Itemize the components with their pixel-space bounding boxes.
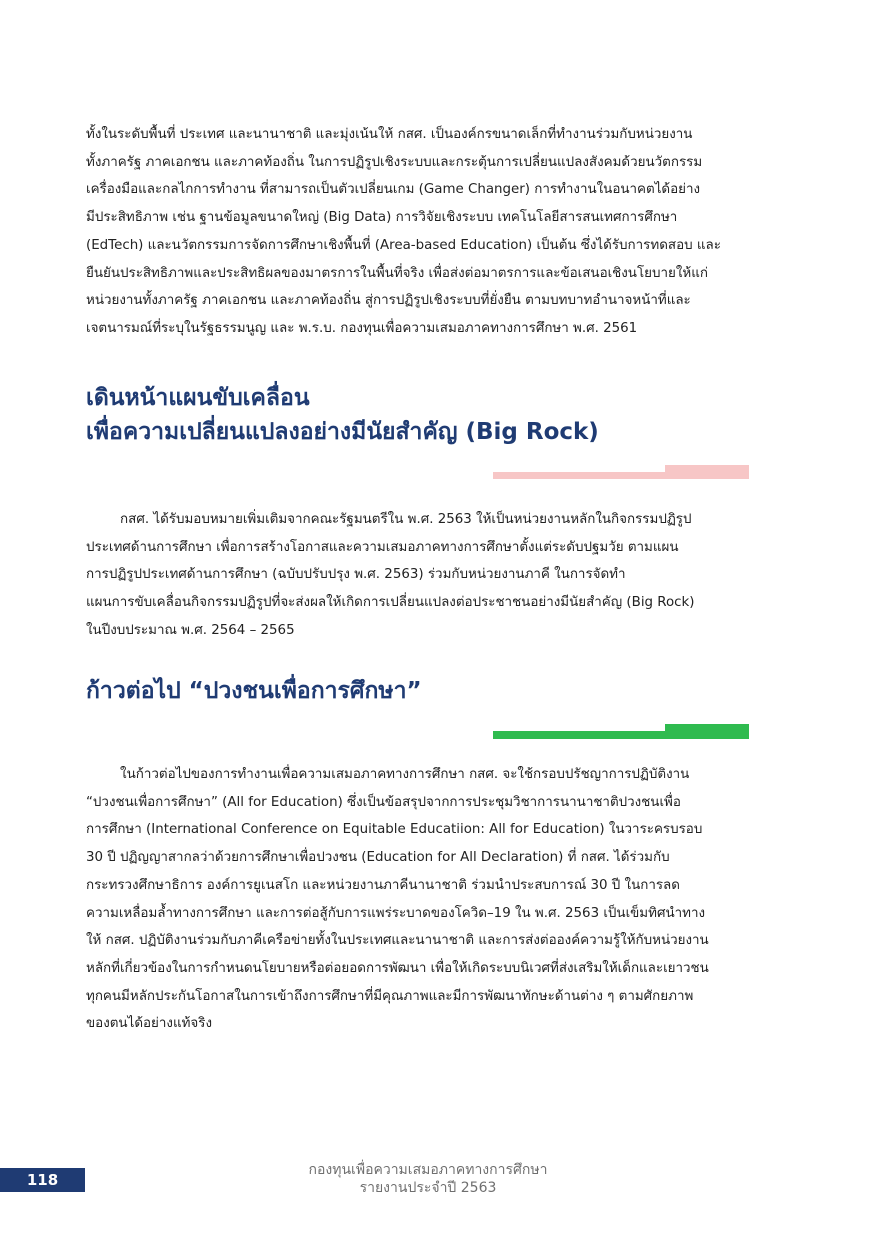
- paragraph-line: ของตนได้อย่างแท้จริง: [86, 1016, 212, 1032]
- paragraph-line: ในก้าวต่อไปของการทำงานเพื่อความเสมอภาคทางการศึกษา กสศ. จะใช้กรอบปรัชญาการปฏิบัติงาน: [86, 767, 690, 782]
- paragraph-line: เครื่องมือและกลไกการทำงาน ที่สามารถเป็นตัวเปลี่ยนเกม (Game Changer) การทำงานในอนาคตได้อย่าง: [86, 182, 701, 198]
- heading-accent-bar: [665, 465, 749, 479]
- paragraph-line: ให้ กสศ. ปฏิบัติงานร่วมกับภาคีเครือข่ายทั้งในประเทศและนานาชาติ และการส่งต่อองค์ความรู้ให้กับหน่วยงาน: [86, 933, 709, 949]
- paragraph-line: เจตนารมณ์ที่ระบุในรัฐธรรมนูญ และ พ.ร.บ. กองทุนเพื่อความเสมอภาคทางการศึกษา พ.ศ. 2561: [86, 320, 638, 336]
- paragraph-line: “ปวงชนเพื่อการศึกษา” (All for Education) ซึ่งเป็นข้อสรุปจากการประชุมวิชาการนานาชาติปวงชนเพื่อ: [86, 794, 681, 810]
- footer: [250, 1161, 606, 1197]
- page-number: 118: [0, 1168, 85, 1192]
- intro-paragraph: [86, 121, 750, 343]
- big-rock-paragraph: [86, 506, 750, 645]
- paragraph-line: ทุกคนมีหลักประกันโอกาสในการเข้าถึงการศึกษาที่มีคุณภาพและมีการพัฒนาทักษะด้านต่าง ๆ ตามศักยภาพ: [86, 988, 694, 1004]
- heading-line: ก้าวต่อไป “ปวงชนเพื่อการศึกษา”: [86, 678, 422, 704]
- paragraph-line: หน่วยงานทั้งภาครัฐ ภาคเอกชน และภาคท้องถิ่น สู่การปฏิรูปเชิงระบบที่ยั่งยืน ตามบทบาทอำนาจหน้าที่และ: [86, 293, 691, 309]
- section-heading-all-for-education: [86, 674, 422, 708]
- paragraph-line: ทั้งภาครัฐ ภาคเอกชน และภาคท้องถิ่น ในการปฏิรูปเชิงระบบและกระตุ้นการเปลี่ยนแปลงสังคมด้วยนวัตกรรม: [86, 154, 703, 170]
- paragraph-line: ประเทศด้านการศึกษา เพื่อการสร้างโอกาสและความเสมอภาคทางการศึกษาตั้งแต่ระดับปฐมวัย ตามแผน: [86, 539, 679, 555]
- paragraph-line: มีประสิทธิภาพ เช่น ฐานข้อมูลขนาดใหญ่ (Big Data) การวิจัยเชิงระบบ เทคโนโลยีสารสนเทศการศึกษา: [86, 210, 678, 226]
- paragraph-line: กระทรวงศึกษาธิการ องค์การยูเนสโก และหน่วยงานภาคีนานาชาติ ร่วมนำประสบการณ์ 30 ปี ในการลด: [86, 877, 680, 893]
- paragraph-line: การศึกษา (International Conference on Equitable Educatiion: All for Education) ในวาระครบรอบ: [86, 822, 703, 838]
- paragraph-line: แผนการขับเคลื่อนกิจกรรมปฏิรูปที่จะส่งผลให้เกิดการเปลี่ยนแปลงต่อประชาชนอย่างมีนัยสำคัญ (Big Rock): [86, 595, 695, 611]
- paragraph-line: ยืนยันประสิทธิภาพและประสิทธิผลของมาตรการในพื้นที่จริง เพื่อส่งต่อมาตรการและข้อเสนอเชิงนโยบายให้แก่: [86, 265, 708, 281]
- paragraph-line: ในปีงบประมาณ พ.ศ. 2564 – 2565: [86, 622, 295, 638]
- footer-org-name: กองทุนเพื่อความเสมอภาคทางการศึกษา: [308, 1162, 548, 1178]
- paragraph-line: (EdTech) และนวัตกรรมการจัดการศึกษาเชิงพื้นที่ (Area-based Education) เป็นต้น ซึ่งได้รับการทดสอบ และ: [86, 237, 721, 253]
- paragraph-line: ทั้งในระดับพื้นที่ ประเทศ และนานาชาติ และมุ่งเน้นให้ กสศ. เป็นองค์กรขนาดเล็กที่ทำงานร่วมกับหน่วยงาน: [86, 127, 693, 142]
- all-for-education-paragraph: [86, 761, 750, 1038]
- paragraph-line: กสศ. ได้รับมอบหมายเพิ่มเติมจากคณะรัฐมนตรีใน พ.ศ. 2563 ให้เป็นหน่วยงานหลักในกิจกรรมปฏิรูป: [86, 512, 692, 527]
- heading-accent-bar: [493, 472, 665, 479]
- footer-report-title: รายงานประจำปี 2563: [359, 1180, 497, 1196]
- section-heading-big-rock: [86, 381, 599, 449]
- heading-line: เพื่อความเปลี่ยนแปลงอย่างมีนัยสำคัญ (Big Rock): [86, 419, 599, 445]
- paragraph-line: การปฏิรูปประเทศด้านการศึกษา (ฉบับปรับปรุง พ.ศ. 2563) ร่วมกับหน่วยงานภาคี ในการจัดทำ: [86, 567, 626, 583]
- paragraph-line: หลักที่เกี่ยวข้องในการกำหนดนโยบายหรือต่อยอดการพัฒนา เพื่อให้เกิดระบบนิเวศที่ส่งเสริมให้เด็กและเยาวชน: [86, 960, 709, 976]
- heading-line: เดินหน้าแผนขับเคลื่อน: [86, 385, 310, 411]
- heading-accent-bar: [665, 724, 749, 739]
- paragraph-line: 30 ปี ปฏิญญาสากลว่าด้วยการศึกษาเพื่อปวงชน (Education for All Declaration) ที่ กสศ. ได้ร่วมกับ: [86, 850, 670, 866]
- heading-accent-bar: [493, 731, 665, 739]
- paragraph-line: ความเหลื่อมล้ำทางการศึกษา และการต่อสู้กับการแพร่ระบาดของโควิด–19 ใน พ.ศ. 2563 เป็นเข็มทิศนำทาง: [86, 905, 706, 921]
